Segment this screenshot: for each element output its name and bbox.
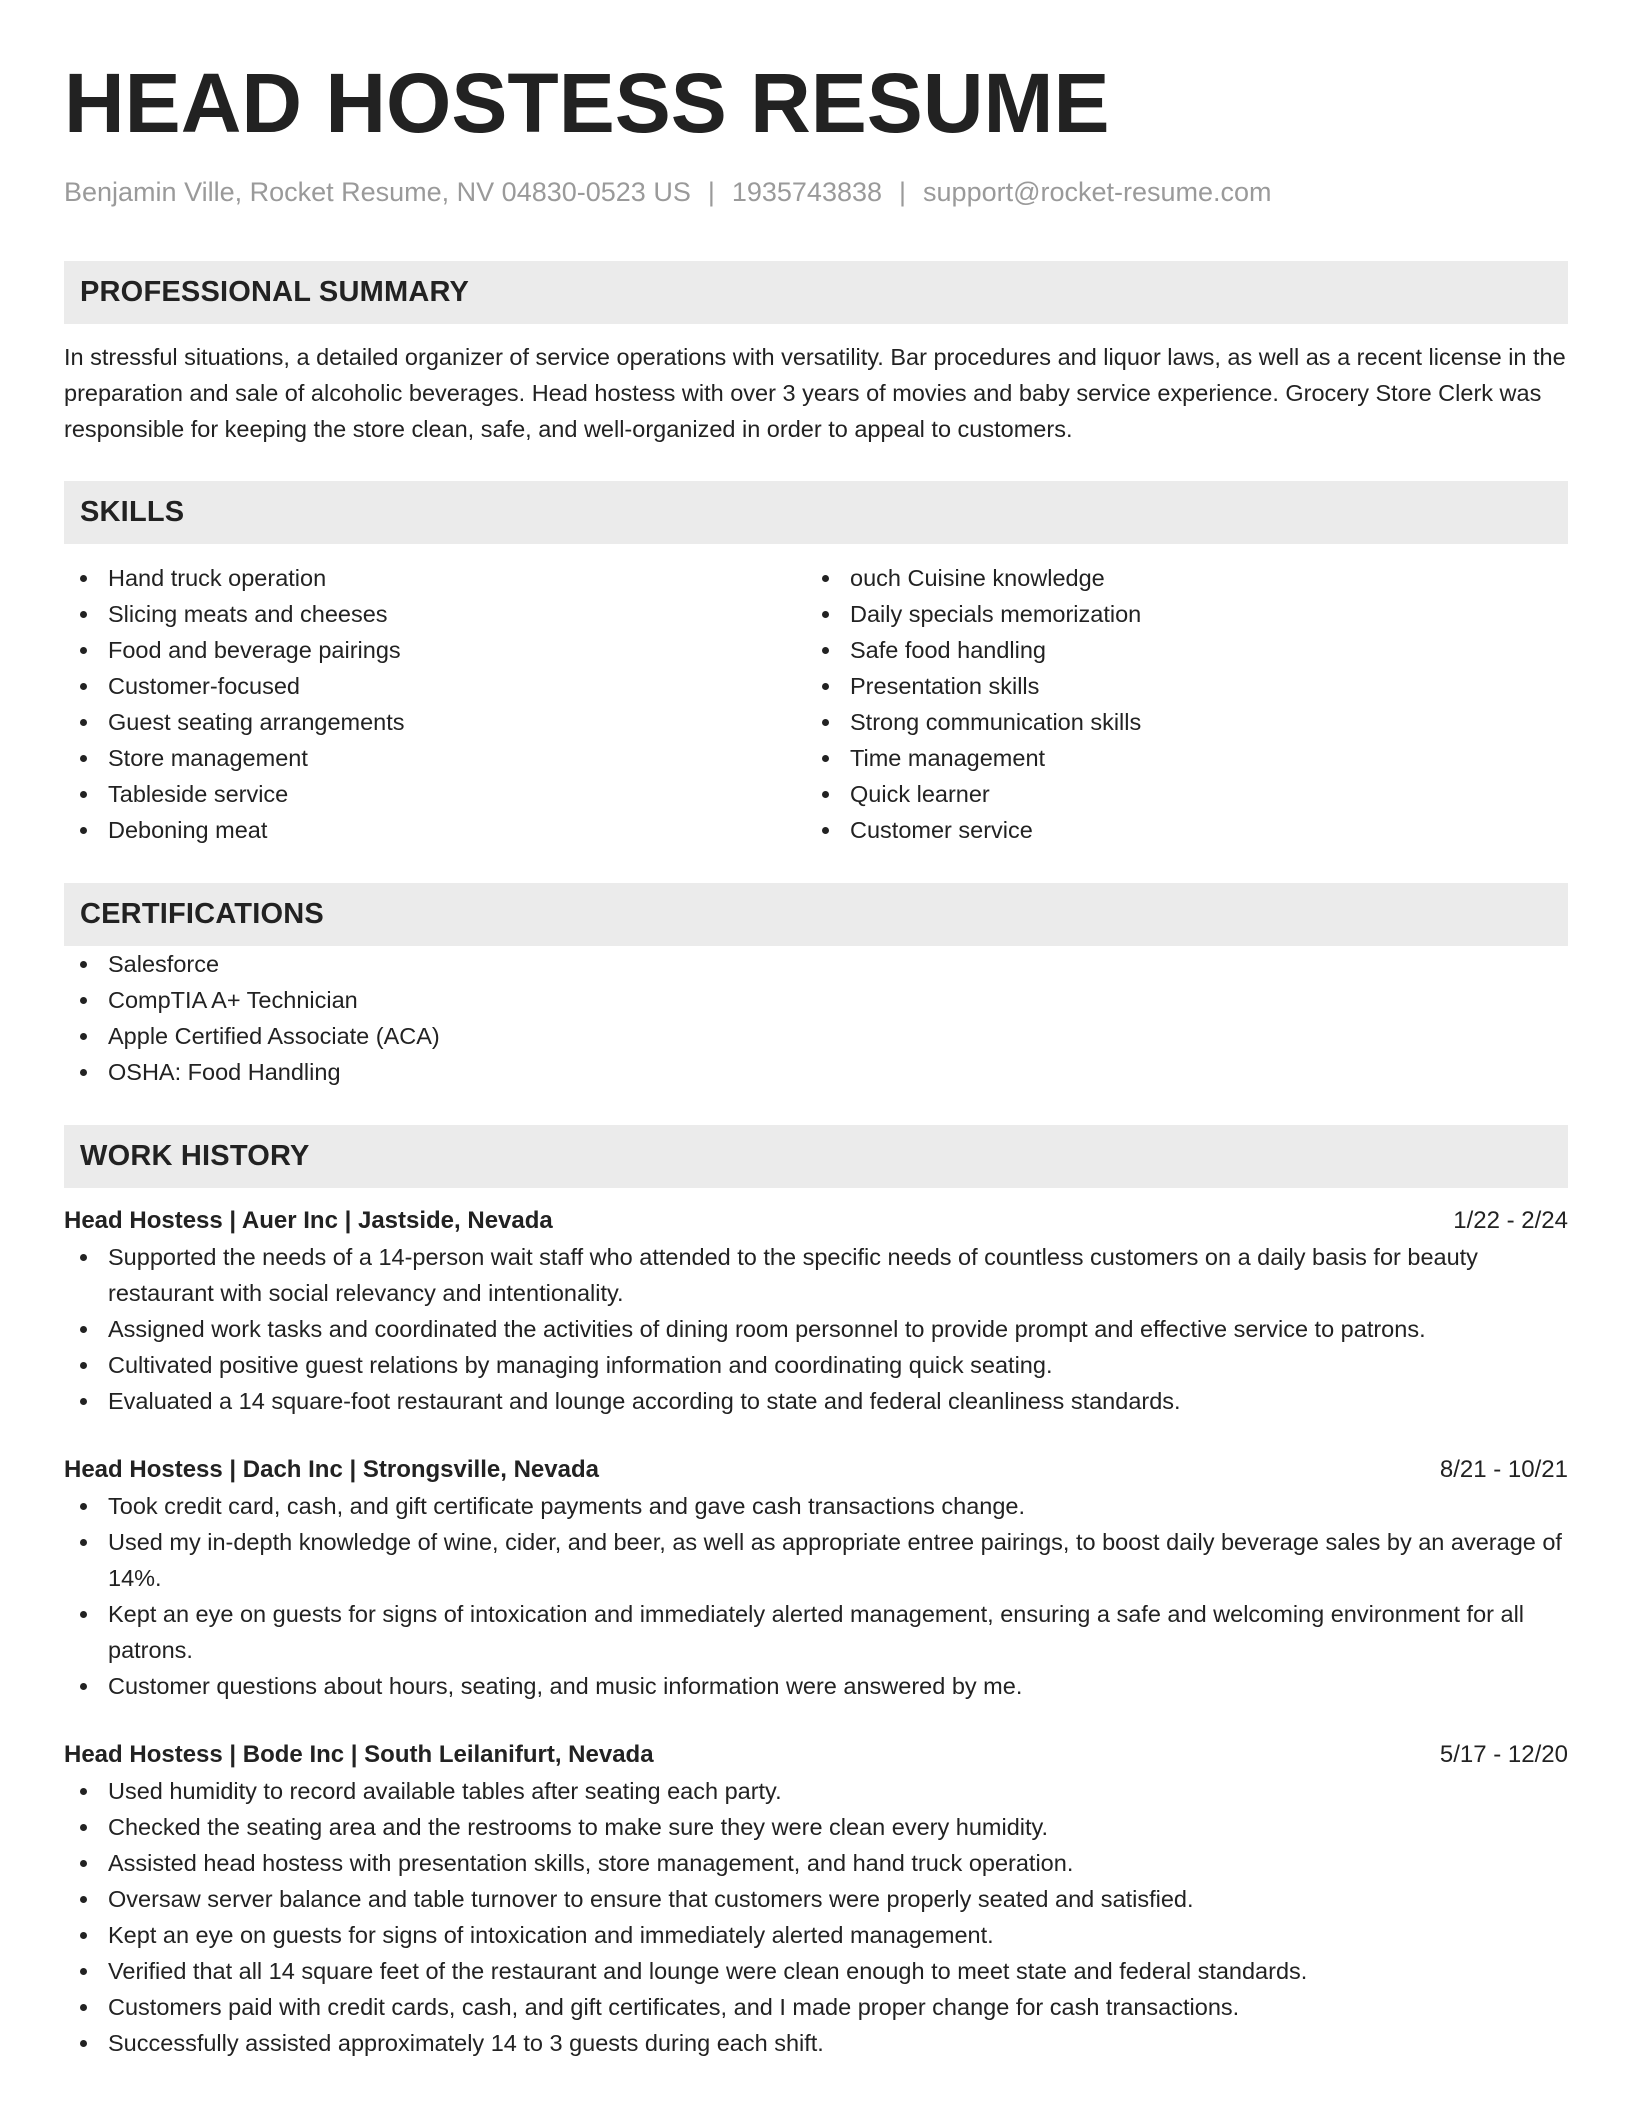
contact-email: support@rocket-resume.com [923, 177, 1272, 207]
skills-column-right [806, 560, 1548, 848]
resume-title: HEAD HOSTESS RESUME [64, 56, 1110, 150]
job-duty: Cultivated positive guest relations by managing information and coordinating quick seating. [64, 1347, 1568, 1383]
certifications-list [64, 946, 1568, 1090]
job-duty: Evaluated a 14 square-foot restaurant and lounge according to state and federal cleanliness standards. [64, 1383, 1568, 1419]
job-duties-list [64, 1488, 1568, 1704]
job-entry [64, 1737, 1568, 2061]
job-duty: Kept an eye on guests for signs of intoxication and immediately alerted management, ensuring a safe and welcoming environment for all patrons. [64, 1596, 1568, 1668]
contact-separator: | [707, 177, 715, 207]
job-header [64, 1452, 1568, 1488]
skill-item: Deboning meat [64, 812, 806, 848]
job-duties-list [64, 1773, 1568, 2061]
job-dates: 1/22 - 2/24 [1453, 1207, 1568, 1234]
job-dates: 8/21 - 10/21 [1439, 1456, 1568, 1483]
skill-item: Strong communication skills [806, 704, 1548, 740]
job-duty: Used my in-depth knowledge of wine, cider, and beer, as well as appropriate entree pairings, to boost daily beverage sales by an average of 14%. [64, 1524, 1568, 1596]
job-duty: Assigned work tasks and coordinated the activities of dining room personnel to provide prompt and effective service to patrons. [64, 1311, 1568, 1347]
job-duty: Took credit card, cash, and gift certificate payments and gave cash transactions change. [64, 1488, 1568, 1524]
job-duty: Used humidity to record available tables after seating each party. [64, 1773, 1568, 1809]
skill-item: Quick learner [806, 776, 1548, 812]
certification-item: Apple Certified Associate (ACA) [64, 1018, 1568, 1054]
skill-item: Tableside service [64, 776, 806, 812]
skills-list-right [806, 560, 1548, 848]
job-duty: Assisted head hostess with presentation skills, store management, and hand truck operation. [64, 1845, 1568, 1881]
job-duty: Verified that all 14 square feet of the restaurant and lounge were clean enough to meet state and federal standards. [64, 1953, 1568, 1989]
job-title: Head Hostess | Bode Inc | South Leilanifurt, Nevada [64, 1741, 654, 1768]
job-duty: Oversaw server balance and table turnover to ensure that customers were properly seated and satisfied. [64, 1881, 1568, 1917]
job-duty: Kept an eye on guests for signs of intoxication and immediately alerted management. [64, 1917, 1568, 1953]
skill-item: Presentation skills [806, 668, 1548, 704]
job-title: Head Hostess | Dach Inc | Strongsville, Nevada [64, 1456, 599, 1483]
job-duty: Customer questions about hours, seating, and music information were answered by me. [64, 1668, 1568, 1704]
job-duty: Checked the seating area and the restrooms to make sure they were clean every humidity. [64, 1809, 1568, 1845]
skill-item: Hand truck operation [64, 560, 806, 596]
skill-item: Customer service [806, 812, 1548, 848]
certification-item: CompTIA A+ Technician [64, 982, 1568, 1018]
job-duty: Supported the needs of a 14-person wait staff who attended to the specific needs of countless customers on a daily basis for beauty restaurant with social relevancy and intentionality. [64, 1239, 1568, 1311]
summary-text: In stressful situations, a detailed organizer of service operations with versatility. Bar procedures and liquor laws, as well as a recent license in the preparation and sale of alcoholic beverages. Head hostess with over 3 years of movies and baby service experience. Grocery Store Clerk was responsible for keeping the store clean, safe, and well-organized in order to appeal to customers. [64, 344, 1566, 442]
job-duty: Successfully assisted approximately 14 to 3 guests during each shift. [64, 2025, 1568, 2061]
contact-line [64, 176, 1568, 208]
contact-separator: | [899, 177, 907, 207]
section-heading-certifications: CERTIFICATIONS [64, 883, 1568, 946]
job-entry [64, 1452, 1568, 1704]
skill-item: Customer-focused [64, 668, 806, 704]
certification-item: Salesforce [64, 946, 1568, 982]
job-title: Head Hostess | Auer Inc | Jastside, Nevada [64, 1207, 553, 1234]
job-duties-list [64, 1239, 1568, 1419]
skills-column-left [64, 560, 806, 848]
skills-columns [64, 560, 1568, 848]
skill-item: Safe food handling [806, 632, 1548, 668]
job-duty: Customers paid with credit cards, cash, and gift certificates, and I made proper change for cash transactions. [64, 1989, 1568, 2025]
contact-phone: 1935743838 [731, 177, 883, 207]
job-header [64, 1203, 1568, 1239]
section-heading-skills: SKILLS [64, 481, 1568, 544]
certification-item: OSHA: Food Handling [64, 1054, 1568, 1090]
skill-item: Daily specials memorization [806, 596, 1548, 632]
skill-item: Slicing meats and cheeses [64, 596, 806, 632]
job-header [64, 1737, 1568, 1773]
contact-address: Benjamin Ville, Rocket Resume, NV 04830-0523 US [64, 177, 691, 207]
job-dates: 5/17 - 12/20 [1439, 1741, 1568, 1768]
skill-item: Store management [64, 740, 806, 776]
skills-list-left [64, 560, 806, 848]
resume-page [64, 0, 1568, 2061]
job-entry [64, 1203, 1568, 1419]
skill-item: Time management [806, 740, 1548, 776]
skill-item: ouch Cuisine knowledge [806, 560, 1548, 596]
section-heading-summary: PROFESSIONAL SUMMARY [64, 261, 1568, 324]
section-heading-work-history: WORK HISTORY [64, 1125, 1568, 1188]
skill-item: Food and beverage pairings [64, 632, 806, 668]
skill-item: Guest seating arrangements [64, 704, 806, 740]
